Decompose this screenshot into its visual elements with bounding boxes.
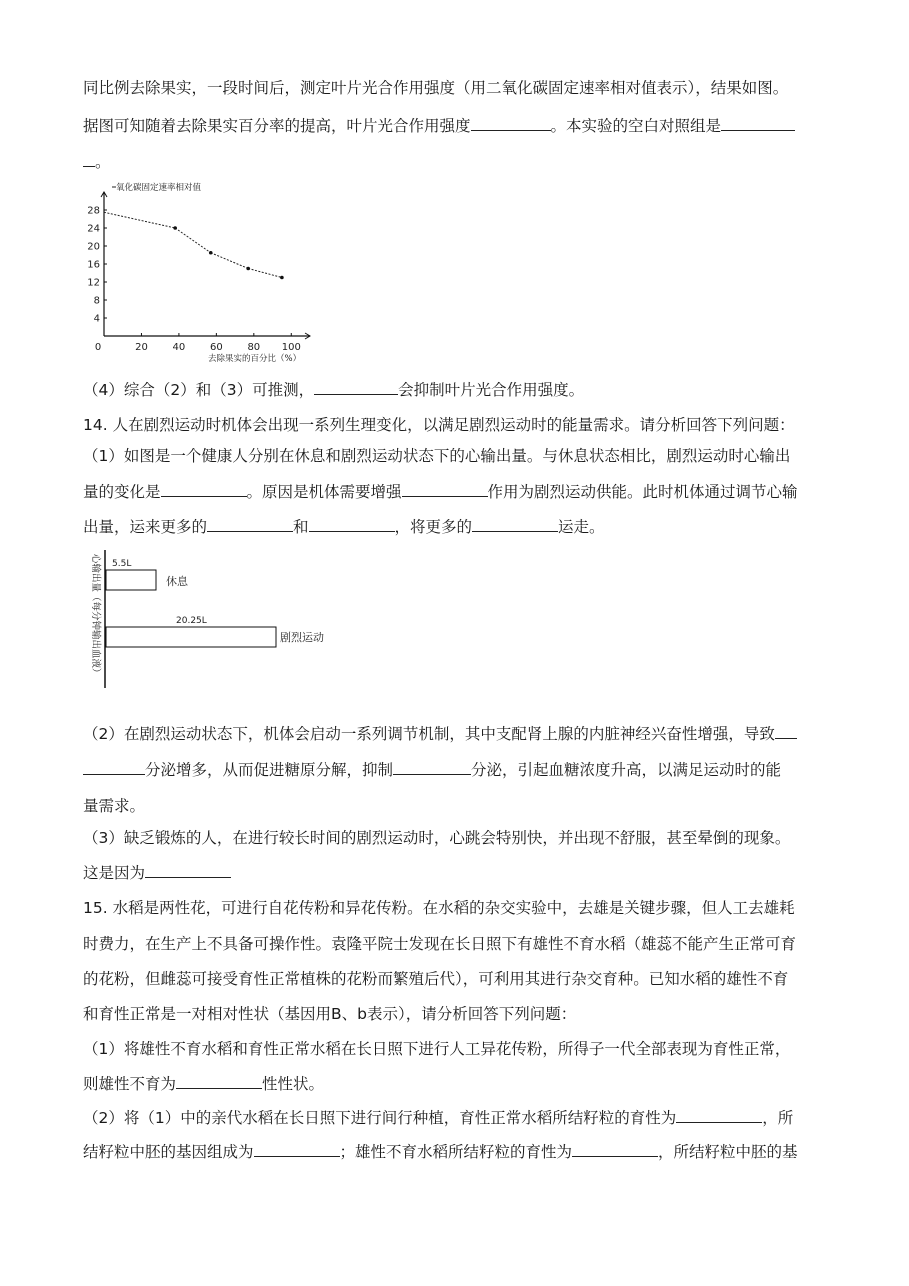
co2-fixation-chart bbox=[86, 180, 326, 370]
cardiac-output-chart bbox=[86, 548, 346, 692]
answer-blank[interactable] bbox=[176, 1074, 262, 1089]
q15-p2b3-text: ，所结籽粒中胚的基 bbox=[658, 1143, 798, 1161]
q15-line-1 bbox=[83, 898, 795, 918]
q15-l2-text: 时费力，在生产上不具备可操作性。袁隆平院士发现在长日照下有雄性不育水稻（雄蕊不能产生正常可育 bbox=[83, 935, 797, 953]
y-tick-label: 16 bbox=[87, 259, 100, 271]
q15-p2b2-text: ；雄性不育水稻所结籽粒的育性为 bbox=[339, 1143, 573, 1161]
answer-blank[interactable] bbox=[393, 760, 471, 775]
q13-line-2 bbox=[83, 116, 795, 136]
q15-l1-text: 15. 水稻是两性花，可进行自花传粉和异花传粉。在水稻的杂交实验中，去雄是关键步骤，但人工去雄耗 bbox=[83, 899, 795, 917]
chart-ylabel: 氧化碳固定速率相对值 bbox=[116, 183, 202, 193]
q13-line-3 bbox=[83, 152, 111, 172]
chart-xlabel: 去除果实的百分比（%） bbox=[208, 354, 302, 364]
q14-p2c-text: 量需求。 bbox=[83, 797, 146, 815]
q14-p1a-text: （1）如图是一个健康人分别在休息和剧烈运动状态下的心输出量。与休息状态相比，剧烈运动时心输出 bbox=[83, 447, 791, 465]
y-tick-label: 8 bbox=[93, 295, 100, 307]
exercise-label: 剧烈运动 bbox=[280, 631, 324, 644]
q13-line-1 bbox=[83, 78, 788, 98]
answer-blank[interactable] bbox=[775, 724, 797, 739]
q14-stem bbox=[83, 415, 795, 435]
q15-p2a2-text: ，所 bbox=[762, 1109, 794, 1127]
chart-ticks bbox=[87, 206, 301, 354]
q13-part4-text-a: （4）综合（2）和（3）可推测， bbox=[83, 381, 315, 399]
answer-blank[interactable] bbox=[161, 482, 247, 497]
answer-blank[interactable] bbox=[721, 116, 795, 131]
data-point bbox=[280, 276, 284, 280]
q14-p2b1-text: 分泌增多，从而促进糖原分解，抑制 bbox=[145, 761, 394, 779]
answer-blank[interactable] bbox=[572, 1142, 658, 1157]
answer-blank[interactable] bbox=[472, 517, 558, 532]
q15-l4-text: 和育性正常是一对相对性状（基因用B、b表示），请分析回答下列问题： bbox=[83, 1005, 577, 1023]
q15-p1-line-b bbox=[83, 1074, 324, 1094]
q13-text-3: 。 bbox=[95, 153, 111, 171]
x-tick-label: 40 bbox=[172, 342, 186, 353]
answer-blank[interactable] bbox=[254, 1142, 340, 1157]
series-segment bbox=[248, 269, 282, 278]
q15-p2-line-b bbox=[83, 1142, 798, 1162]
q15-line-3 bbox=[83, 969, 788, 989]
q14-p1b3-text: 作用为剧烈运动供能。此时机体通过调节心输 bbox=[487, 483, 798, 501]
q13-text-2b: 。本实验的空白对照组是 bbox=[550, 117, 722, 135]
q14-p2-line-a bbox=[83, 724, 797, 744]
q15-l3-text: 的花粉，但雌蕊可接受育性正常植株的花粉而繁殖后代），可利用其进行杂交育种。已知水稻的雄性不育 bbox=[83, 970, 789, 988]
q15-p2b1-text: 结籽粒中胚的基因组成为 bbox=[83, 1143, 254, 1161]
answer-blank[interactable] bbox=[83, 152, 95, 167]
q13-part-4 bbox=[83, 380, 584, 400]
q13-text-1: 同比例去除果实，一段时间后，测定叶片光合作用强度（用二氧化碳固定速率相对值表示），结果如图。 bbox=[83, 79, 789, 97]
rest-value: 5.5L bbox=[112, 559, 132, 569]
q14-stem-text: 14. 人在剧烈运动时机体会出现一系列生理变化，以满足剧烈运动时的能量需求。请分析回答下列问题： bbox=[83, 416, 795, 434]
answer-blank[interactable] bbox=[145, 863, 231, 878]
rest-bar bbox=[106, 570, 156, 590]
q14-p1c4-text: 运走。 bbox=[558, 518, 605, 536]
q14-p1-line-c bbox=[83, 517, 605, 537]
q15-line-2 bbox=[83, 934, 796, 954]
q13-part4-text-b: 会抑制叶片光合作用强度。 bbox=[398, 381, 585, 399]
q14-p1c1-text: 出量，运来更多的 bbox=[83, 518, 208, 536]
q15-line-4 bbox=[83, 1004, 576, 1024]
exercise-bar bbox=[106, 627, 276, 647]
q14-p1c2-text: 和 bbox=[293, 518, 309, 536]
chart-axes bbox=[101, 192, 310, 339]
q14-p2-line-c bbox=[83, 796, 145, 816]
q14-p1-line-a bbox=[83, 446, 790, 466]
q14-p3b-text: 这是因为 bbox=[83, 864, 146, 882]
exercise-value: 20.25L bbox=[176, 616, 207, 626]
answer-blank[interactable] bbox=[471, 116, 551, 131]
q14-p3-line-b bbox=[83, 863, 231, 883]
q14-p2b2-text: 分泌，引起血糖浓度升高，以满足运动时的能 bbox=[471, 761, 782, 779]
answer-blank[interactable] bbox=[83, 760, 145, 775]
chart-series bbox=[104, 187, 284, 279]
q15-p2-line-a bbox=[83, 1108, 793, 1128]
series-segment bbox=[211, 253, 248, 269]
answer-blank[interactable] bbox=[309, 517, 395, 532]
q14-p1b2-text: 。原因是机体需要增强 bbox=[246, 483, 402, 501]
q14-p1b1-text: 量的变化是 bbox=[83, 483, 161, 501]
q15-p1a-text: （1）将雄性不育水稻和育性正常水稻在长日照下进行人工异花传粉，所得子一代全部表现为育性正常， bbox=[83, 1040, 791, 1058]
y-tick-label: 20 bbox=[87, 241, 100, 253]
y-tick-label: 4 bbox=[93, 313, 100, 325]
q15-p1-line-a bbox=[83, 1039, 790, 1059]
answer-blank[interactable] bbox=[402, 482, 488, 497]
y-tick-label: 28 bbox=[87, 205, 100, 217]
q14-p3a-text: （3）缺乏锻炼的人，在进行较长时间的剧烈运动时，心跳会特别快，并出现不舒服，甚至晕倒的现象。 bbox=[83, 829, 791, 847]
answer-blank[interactable] bbox=[207, 517, 293, 532]
data-point bbox=[209, 251, 213, 255]
x-tick-label: 20 bbox=[135, 342, 148, 353]
q14-p3-line-a bbox=[83, 828, 790, 848]
answer-blank[interactable] bbox=[314, 380, 398, 395]
y-tick-label: 12 bbox=[87, 277, 100, 289]
q14-p1-line-b bbox=[83, 482, 798, 502]
y-tick-label: 24 bbox=[87, 223, 100, 235]
x-tick-label: 80 bbox=[247, 342, 261, 353]
q14-p1c3-text: ，将更多的 bbox=[394, 518, 473, 536]
q15-p1b2-text: 性性状。 bbox=[262, 1075, 325, 1093]
q14-p2-line-b bbox=[83, 760, 781, 780]
rest-label: 休息 bbox=[166, 575, 188, 588]
data-point bbox=[173, 226, 177, 230]
data-point bbox=[246, 267, 250, 271]
series-segment bbox=[175, 228, 211, 253]
x-tick-label: 100 bbox=[281, 342, 301, 353]
x-tick-label: 60 bbox=[209, 342, 223, 353]
x-tick-label: 0 bbox=[94, 342, 102, 353]
series-segment bbox=[104, 212, 175, 228]
q14-p2a-text: （2）在剧烈运动状态下，机体会启动一系列调节机制，其中支配肾上腺的内脏神经兴奋性增强，导致 bbox=[83, 725, 775, 743]
bar-chart-ylabel: 心输出量（每分钟输出血液） bbox=[90, 554, 101, 678]
q15-p1b1-text: 则雄性不育为 bbox=[83, 1075, 177, 1093]
answer-blank[interactable] bbox=[676, 1108, 762, 1123]
q15-p2a1-text: （2）将（1）中的亲代水稻在长日照下进行间行种植，育性正常水稻所结籽粒的育性为 bbox=[83, 1109, 677, 1127]
q13-text-2a: 据图可知随着去除果实百分率的提高，叶片光合作用强度 bbox=[83, 117, 471, 135]
